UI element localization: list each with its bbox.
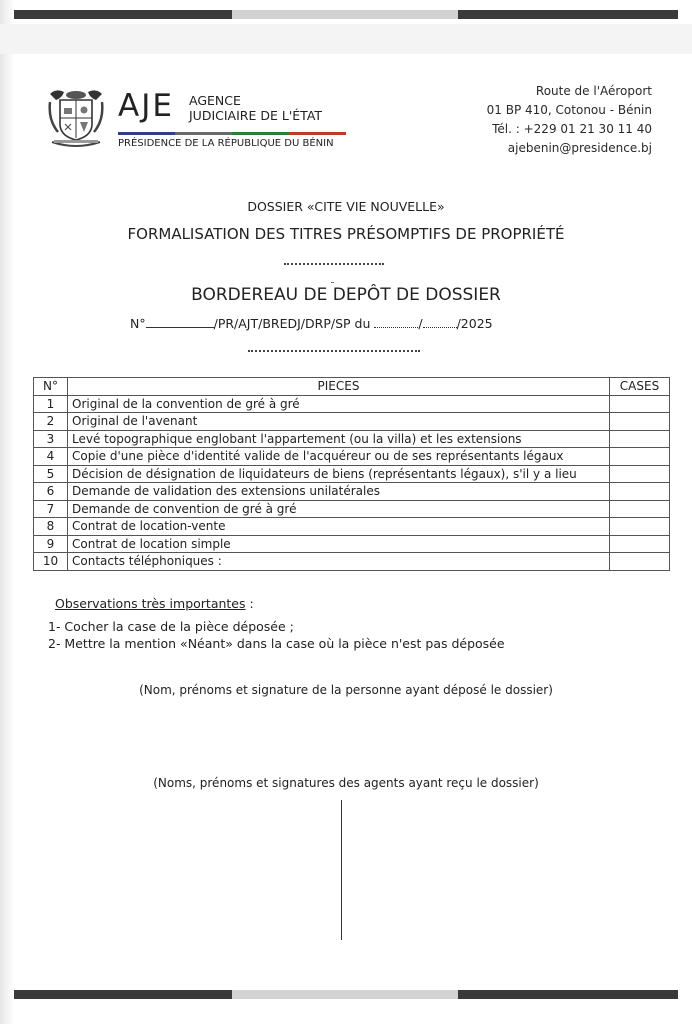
row-number: 1 [34,395,68,413]
table-row [34,518,670,536]
ref-month-field[interactable] [423,316,457,328]
email-link[interactable]: ajebenin@presidence.bj [507,141,652,155]
table-row [34,500,670,518]
row-number: 6 [34,483,68,501]
ref-prefix: N° [130,316,146,331]
depositor-signature-label: (Nom, prénoms et signature de la personne ayant déposé le dossier) [139,683,553,697]
table-row [34,430,670,448]
ref-year: /2025 [456,316,493,331]
address-line-1: Route de l'Aéroport [535,84,652,98]
small-dash [331,282,334,283]
table-header-row [34,378,670,396]
presidency-line: PRÉSIDENCE DE LA RÉPUBLIQUE DU BÉNIN [118,138,334,149]
row-number: 2 [34,413,68,431]
logo-color-bar [118,132,346,135]
table-row [34,483,670,501]
bordereau-title: BORDEREAU DE DEPÔT DE DOSSIER [191,285,501,305]
header-cases: CASES [610,378,670,396]
row-number: 7 [34,500,68,518]
row-checkbox-cell[interactable] [610,518,670,536]
row-checkbox-cell[interactable] [610,395,670,413]
agency-line-1: AGENCE [189,93,241,108]
agents-signature-label: (Noms, prénoms et signatures des agents ayant reçu le dossier) [153,776,539,790]
agency-line-2: JUDICIAIRE DE L'ÉTAT [189,108,323,123]
top-decorative-band [0,10,692,19]
header-num: N° [34,378,68,396]
row-checkbox-cell[interactable] [610,535,670,553]
table-row [34,553,670,571]
row-piece: Levé topographique englobant l'appartement (ou la villa) et les extensions [68,430,610,448]
dossier-title: DOSSIER «CITE VIE NOUVELLE» [247,199,445,214]
row-checkbox-cell[interactable] [610,465,670,483]
signature-divider [341,800,342,940]
observations-title-suffix: : [245,596,254,611]
ref-number-field[interactable] [146,316,214,328]
row-number: 9 [34,535,68,553]
scan-edge-shadow [0,0,14,1024]
benin-coat-of-arms-icon [44,86,108,150]
row-piece: Contrat de location simple [68,535,610,553]
observation-item-1: 1- Cocher la case de la pièce déposée ; [48,619,294,634]
row-number: 10 [34,553,68,571]
logo-aje-text: AJE [118,88,174,124]
row-number: 4 [34,448,68,466]
row-checkbox-cell[interactable] [610,500,670,518]
bottom-decorative-band [0,990,692,999]
ref-middle: /PR/AJT/BREDJ/DRP/SP du [213,316,375,331]
row-checkbox-cell[interactable] [610,483,670,501]
observation-item-2: 2- Mettre la mention «Néant» dans la case où la pièce n'est pas déposée [48,636,505,651]
phone-line: Tél. : +229 01 21 30 11 40 [492,122,652,136]
formalisation-title: FORMALISATION DES TITRES PRÉSOMPTIFS DE PROPRIÉTÉ [127,225,565,243]
observations-title-text: Observations très importantes [55,596,246,611]
row-piece: Demande de convention de gré à gré [68,500,610,518]
pieces-table [33,377,670,571]
address-line-2: 01 BP 410, Cotonou - Bénin [486,103,652,117]
table-row [34,413,670,431]
row-piece: Copie d'une pièce d'identité valide de l'acquéreur ou de ses représentants légaux [68,448,610,466]
reference-line [130,316,493,331]
row-checkbox-cell[interactable] [610,430,670,448]
dotted-separator [248,350,420,352]
header-pieces: PIECES [68,378,610,396]
table-row [34,395,670,413]
ref-separator: / [418,316,423,331]
dotted-separator [284,263,384,265]
page-top-margin [0,24,692,54]
row-number: 5 [34,465,68,483]
row-piece: Contrat de location-vente [68,518,610,536]
table-row [34,535,670,553]
table-row [34,448,670,466]
row-piece: Décision de désignation de liquidateurs de biens (représentants légaux), s'il y a lieu [68,465,610,483]
observations-title [55,596,254,611]
ref-day-field[interactable] [374,316,418,328]
table-row [34,465,670,483]
row-piece: Original de la convention de gré à gré [68,395,610,413]
row-number: 8 [34,518,68,536]
row-checkbox-cell[interactable] [610,413,670,431]
address-block [487,82,652,158]
row-checkbox-cell[interactable] [610,448,670,466]
row-piece: Demande de validation des extensions unilatérales [68,483,610,501]
row-piece: Contacts téléphoniques : [68,553,610,571]
row-piece: Original de l'avenant [68,413,610,431]
row-number: 3 [34,430,68,448]
row-checkbox-cell[interactable] [610,553,670,571]
agency-name [189,93,322,123]
